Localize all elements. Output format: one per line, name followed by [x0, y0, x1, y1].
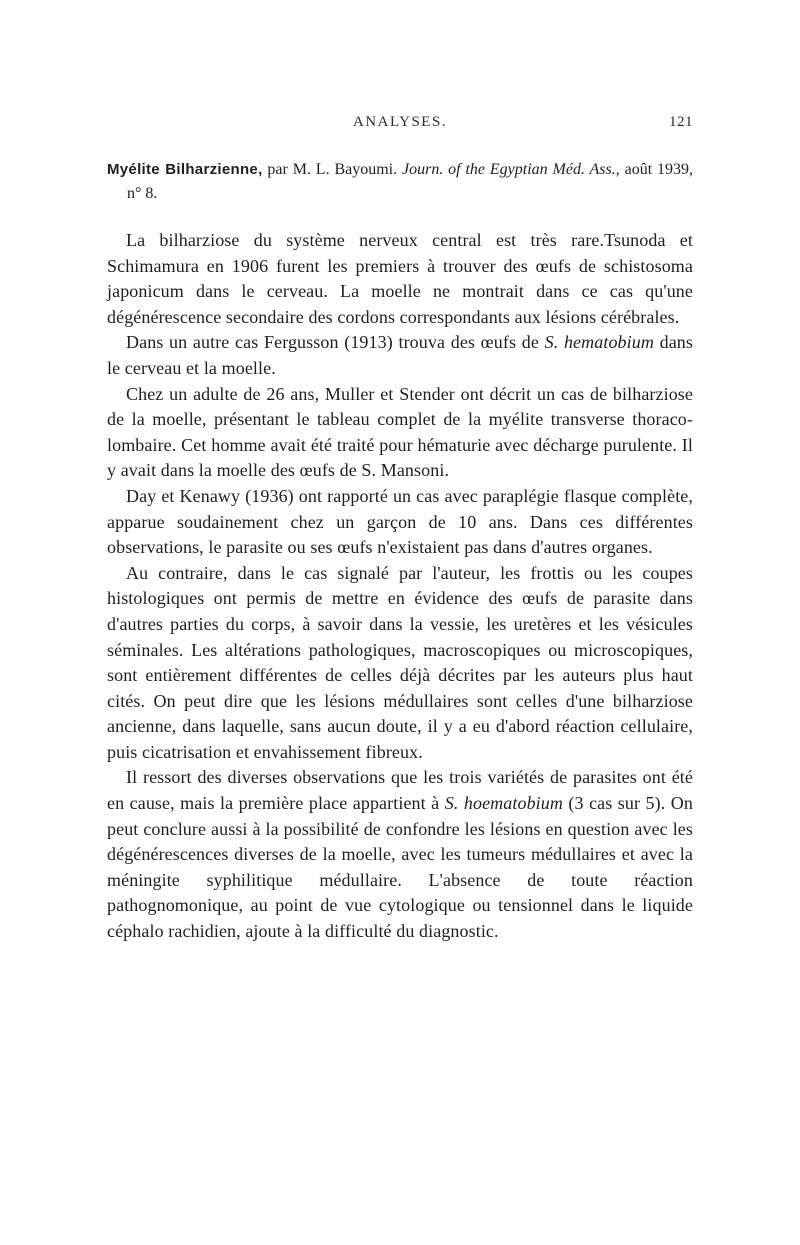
paragraph-2-text-a: Dans un autre cas Fergusson (1913) trouva des œufs de — [126, 332, 545, 353]
paragraph-5: Au contraire, dans le cas signalé par l'auteur, les frottis ou les coupes histologiques ont permis de mettre en évidence des œufs de parasite dans d'autres parties du corps, à savoir dans la vessie, les uretères et les vésicules séminales. Les altérations pathologiques, macroscopiques ou microscopiques, sont entièrement différentes de celles déjà décrites par les auteurs plus haut cités. On peut dire que les lésions médullaires sont celles d'une bilharziose ancienne, dans laquelle, sans aucun doute, il y a eu d'abord réaction cellulaire, puis cicatrisation et envahissement fibreux. — [107, 562, 693, 762]
article-body — [107, 228, 693, 945]
paragraph-3: Chez un adulte de 26 ans, Muller et Stender ont décrit un cas de bilharziose de la moelle, présentant le tableau complet de la myélite transverse thoraco-lombaire. Cet homme avait été traité pour hématurie avec décharge purulente. Il y avait dans la moelle des œufs de S. Mansoni. — [107, 383, 693, 481]
article-title: Myélite Bilharzienne, — [107, 161, 263, 178]
paragraph-6 — [107, 765, 693, 944]
paragraph-4: Day et Kenawy (1936) ont rapporté un cas avec paraplégie flasque complète, apparue soudainement chez un garçon de 10 ans. Dans ces différentes observations, le parasite ou ses œufs n'existaient pas dans d'autres organes. — [107, 485, 693, 558]
paragraph-2-text-b: dans le cerveau et la moelle. — [107, 332, 694, 378]
page-number: 121 — [669, 114, 693, 130]
species-name: S. hoematobium — [444, 793, 563, 814]
article-citation — [107, 158, 693, 206]
species-name: S. hematobium — [544, 332, 654, 353]
paragraph-2 — [107, 330, 693, 381]
page — [107, 112, 693, 945]
running-head: ANALYSES. — [352, 114, 448, 130]
paragraph-1: La bilharziose du système nerveux central est très rare.Tsunoda et Schimamura en 1906 furent les premiers à trouver des œufs de schistosoma japonicum dans le cerveau. La moelle ne montrait dans ce cas qu'une dégénérescence secondaire des cordons correspondants aux lésions cérébrales. — [107, 230, 693, 327]
page-header — [107, 112, 693, 138]
article-authors: par M. L. Bayoumi. — [267, 161, 398, 178]
publication-date: août 1939, n° 8. — [127, 161, 694, 202]
paragraph-6-text-a: Il ressort des diverses observations que les trois variétés de parasites ont été en cause, mais la première place appartient à — [107, 767, 693, 814]
journal-name: Journ. of the Egyptian Méd. Ass., — [401, 161, 620, 178]
paragraph-6-text-b: (3 cas sur 5). On peut conclure aussi à la possibilité de confondre les lésions en question avec les dégénérescences diverses de la moelle, avec les tumeurs médullaires et avec la méningite syphilitique médullaire. L'absence de toute réaction pathognomonique, au point de vue cytologique ou tensionnel dans le liquide céphalo rachidien, ajoute à la difficulté du diagnostic. — [107, 793, 694, 942]
